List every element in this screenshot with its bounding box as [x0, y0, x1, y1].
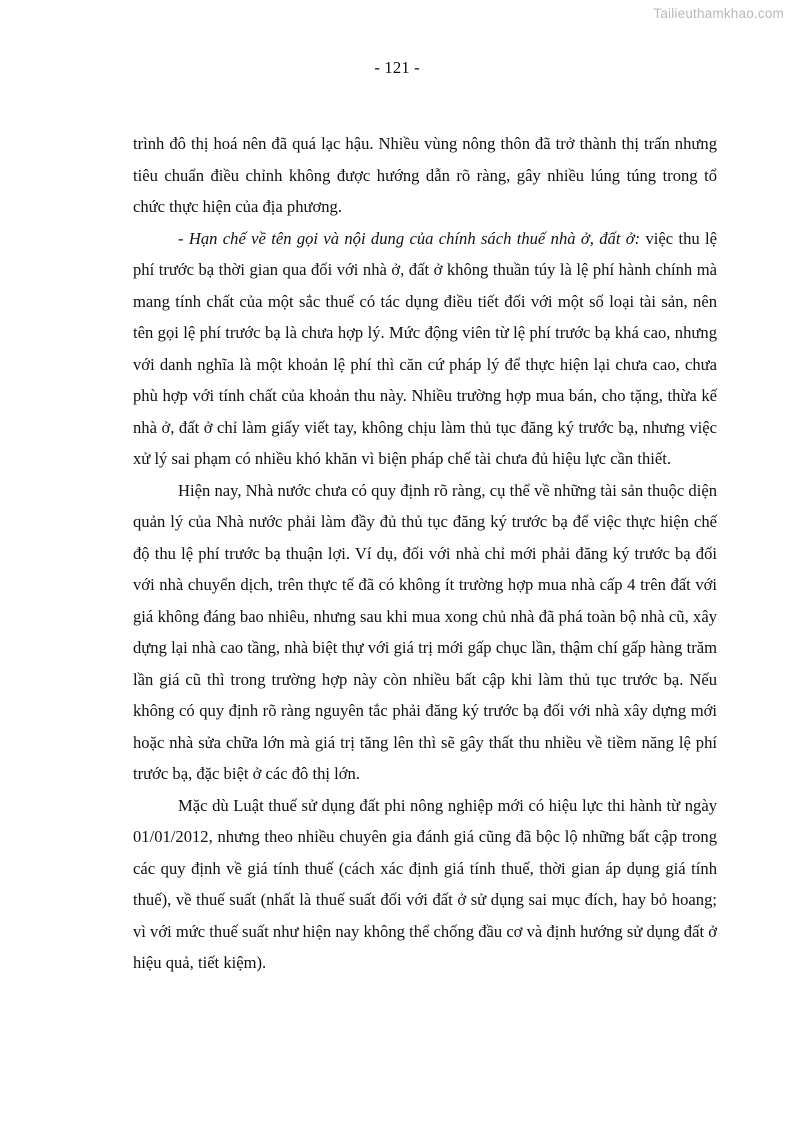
paragraph-1-text: trình đô thị hoá nên đã quá lạc hậu. Nhiều vùng nông thôn đã trở thành thị trấn nhưng tiêu chuẩn điều chỉnh không được hướng dẫn rõ ràng, gây nhiều lúng túng trong tổ chức thực hiện của địa phương.: [133, 134, 717, 216]
paragraph-3: [133, 475, 717, 790]
page-number: - 121 -: [374, 58, 420, 77]
paragraph-4-text: Mặc dù Luật thuế sử dụng đất phi nông nghiệp mới có hiệu lực thi hành từ ngày 01/01/2012, nhưng theo nhiều chuyên gia đánh giá cũng đã bộc lộ những bất cập trong các quy định về giá tính thuế (cách xác định giá tính thuế, thời gian áp dụng giá tính thuế), về thuế suất (nhất là thuế suất đối với đất ở sử dụng sai mục đích, hay bỏ hoang; vì với mức thuế suất như hiện nay không thể chống đầu cơ và định hướng sử dụng đất ở hiệu quả, tiết kiệm).: [133, 795, 718, 972]
paragraph-4: [133, 790, 717, 979]
document-body: [133, 128, 717, 979]
paragraph-2: [133, 223, 717, 475]
paragraph-1: [133, 128, 717, 223]
paragraph-2-text: việc thu lệ phí trước bạ thời gian qua đối với nhà ở, đất ở không thuần túy là lệ phí hành chính mà mang tính chất của một sắc thuế có tác dụng điều tiết đối với một số loại tài sản, nên tên gọi lệ phí trước bạ là chưa hợp lý. Mức động viên từ lệ phí trước bạ khá cao, nhưng với danh nghĩa là một khoản lệ phí thì căn cứ pháp lý để thực hiện lại chưa cao, chưa phù hợp với tính chất của khoản thu này. Nhiều trường hợp mua bán, cho tặng, thừa kế nhà ở, đất ở chỉ làm giấy viết tay, không chịu làm thủ tục đăng ký trước bạ, nhưng việc xử lý sai phạm có nhiều khó khăn vì biện pháp chế tài chưa đủ hiệu lực cần thiết.: [133, 228, 717, 468]
paragraph-3-text: Hiện nay, Nhà nước chưa có quy định rõ ràng, cụ thể về những tài sản thuộc diện quản lý của Nhà nước phải làm đầy đủ thủ tục đăng ký trước bạ để việc thực hiện chế độ thu lệ phí trước bạ thuận lợi. Ví dụ, đối với nhà chỉ mới phải đăng ký trước bạ đối với nhà chuyển dịch, trên thực tế đã có không ít trường hợp mua nhà cấp 4 trên đất với giá không đáng bao nhiêu, nhưng sau khi mua xong chủ nhà đã phá toàn bộ nhà cũ, xây dựng lại nhà cao tầng, nhà biệt thự với giá trị mới gấp chục lần, thậm chí gấp hàng trăm lần giá cũ thì trong trường hợp này còn nhiều bất cập khi làm thủ tục trước bạ. Nếu không có quy định rõ ràng nguyên tắc phải đăng ký trước bạ đối với nhà xây dựng mới hoặc nhà sửa chữa lớn mà giá trị tăng lên thì sẽ gây thất thu nhiều về tiềm năng lệ phí trước bạ, đặc biệt ở các đô thị lớn.: [133, 480, 717, 783]
paragraph-2-heading: - Hạn chế về tên gọi và nội dung của chính sách thuế nhà ở, đất ở:: [178, 228, 641, 248]
watermark: Tailieuthamkhao.com: [653, 6, 784, 21]
